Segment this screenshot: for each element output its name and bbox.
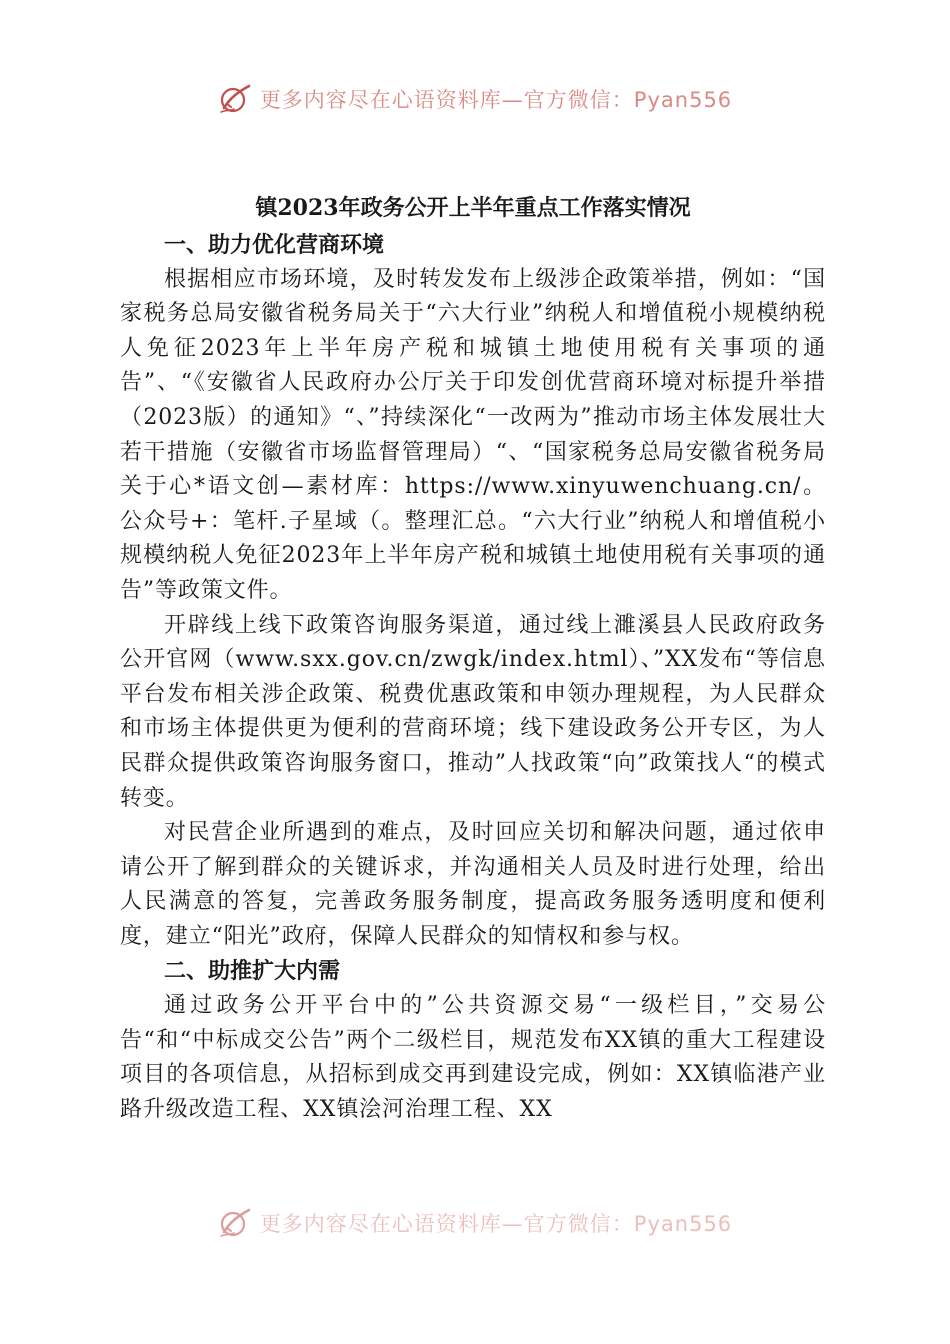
paragraph-2-1: 通过政务公开平台中的”公共资源交易“一级栏目，”交易公告“和“中标成交公告”两个二级栏目，规范发布XX镇的重大工程建设项目的各项信息，从招标到成交再到建设完成，例如：XX镇临港产业路升级改造工程、XX镇浍河治理工程、XX bbox=[120, 993, 826, 1122]
pen-scroll-logo-icon bbox=[218, 82, 252, 116]
section-heading-1: 一、助力优化营商环境 bbox=[164, 232, 385, 258]
section-heading-2: 二、助推扩大内需 bbox=[164, 958, 341, 985]
paragraph-1-2: 开辟线上线下政策咨询服务渠道，通过线上濉溪县人民政府政务公开官网（www.sxx.gov.cn/zwgk/index.html）、”XX发布“等信息平台发布相关涉企政策、税费优惠政策和申领办理规程，为人民群众和市场主体提供更为便利的营商环境；线下建设政务公开专区，为人民群众提供政策咨询服务窗口，推动”人找政策“向”政策找人“的模式转变。 bbox=[120, 612, 826, 811]
document-title: 镇2023年政务公开上半年重点工作落实情况 bbox=[255, 195, 691, 221]
document-body bbox=[120, 188, 826, 1127]
paragraph-1-3: 对民营企业所遇到的难点，及时回应关切和解决问题，通过依申请公开了解到群众的关键诉求，并沟通相关人员及时进行处理，给出人民满意的答复，完善政务服务制度，提高政务服务透明度和便利度，建立“阳光”政府，保障人民群众的知情权和参与权。 bbox=[120, 820, 826, 949]
header-watermark bbox=[0, 82, 950, 116]
pen-scroll-logo-icon bbox=[218, 1206, 252, 1240]
paragraph-1-1: 根据相应市场环境，及时转发发布上级涉企政策举措，例如：“国家税务总局安徽省税务局关于“六大行业”纳税人和增值税小规模纳税人免征2023年上半年房产税和城镇土地使用税有关事项的通告”、“《安徽省人民政府办公厅关于印发创优营商环境对标提升举措（2023版）的通知》“、”持续深化“一改两为”推动市场主体发展壮大若干措施（安徽省市场监督管理局）“、“国家税务总局安徽省税务局关于心*语文创—素材库：https://www.xinyuwenchuang.cn/。公众号+：笔杆.子星域（。整理汇总。“六大行业”纳税人和增值税小规模纳税人免征2023年上半年房产税和城镇土地使用税有关事项的通告”等政策文件。 bbox=[120, 266, 826, 603]
watermark-text: 更多内容尽在心语资料库—官方微信：Pyan556 bbox=[259, 1212, 733, 1236]
watermark-text: 更多内容尽在心语资料库—官方微信：Pyan556 bbox=[259, 88, 733, 112]
footer-watermark bbox=[0, 1206, 950, 1240]
